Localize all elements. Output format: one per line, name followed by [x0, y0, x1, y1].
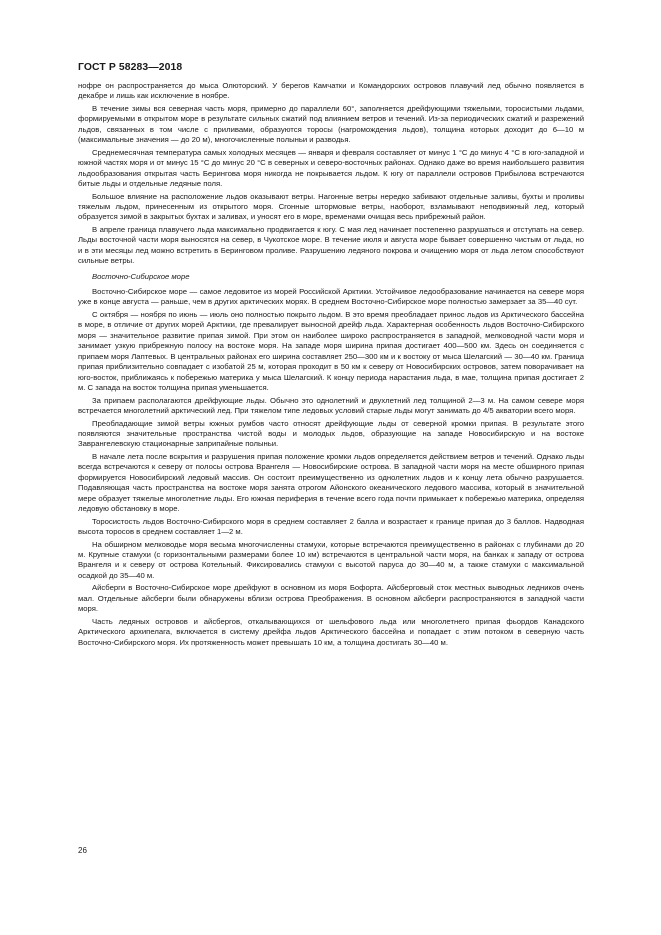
paragraph: Большое влияние на расположение льдов оказывают ветры. Нагонные ветры нередко забивают отдельные заливы, бухты и проливы тяжелым льдом, принесенным из открытого моря. Сгонные штормовые ветры, наоборот, взламывают неподвижный лед, который образуется зимой в закрытых бухтах и заливах, и уносят его в море, временами очищая весь прибрежный район. — [78, 191, 584, 222]
paragraph: В апреле граница плавучего льда максимально продвигается к югу. С мая лед начинает постепенно разрушаться и отступать на север. Льды восточной части моря выносятся на север, в Чукотское море. В течение июля и августа море бывает совершенно чистым от льда, но и в эти месяцы лед можно встретить в Беринговом проливе. Разрушению ледяного покрова и очищению моря от льда летом способствуют сильные ветры. — [78, 225, 584, 266]
paragraph: Среднемесячная температура самых холодных месяцев — января и февраля составляет от минус 1 °С до минус 4 °С в юго-западной и южной частях моря и от минус 15 °С до минус 20 °С в северных и северо-восточных районах. Однако даже во время наибольшего развития льдообразования открытая часть Берингова моря никогда не покрывается льдом. К югу от параллели островов Прибылова встречаются битые льды и отдельные ледяные поля. — [78, 147, 584, 189]
paragraph: Торосистость льдов Восточно-Сибирского моря в среднем составляет 2 балла и возрастает к границе припая до 3 баллов. Надводная высота торосов в среднем составляет 1—2 м. — [78, 516, 584, 536]
paragraph: В течение зимы вся северная часть моря, примерно до параллели 60°, заполняется дрейфующими тяжелыми, торосистыми льдами, формируемыми в открытом море в результате сильных сжатий под влиянием ветров и течений. Из-за периодических сжатий и разрежений льдов, связанных в том числе с приливами, образуются торосы (нагромождения льдов), толщина которых доходит до 6—10 м (максимальные значения — до 20 м), многочисленные полыньи и разводья. — [78, 104, 584, 145]
paragraph: Преобладающие зимой ветры южных румбов часто относят дрейфующие льды от северной кромки припая. В результате этого появляются значительные пространства чистой воды и молодых льдов, образующие на западе Новосибирскую и на востоке Заврангелевскую стационарные заприпайные полыньи. — [78, 418, 584, 449]
page-number: 26 — [78, 846, 87, 855]
section-subheading: Восточно-Сибирское море — [92, 271, 190, 281]
paragraph: Восточно-Сибирское море — самое ледовитое из морей Российской Арктики. Устойчивое ледообразование начинается на севере моря уже в конце августа — раньше, чем в других арктических морях. В среднем Восточно-Сибирское море полностью замерзает за 35—40 сут. — [78, 287, 584, 307]
paragraph: На обширном мелководье моря весьма многочисленны стамухи, которые встречаются преимущественно в районах с глубинами до 20 м. Крупные стамухи (с горизонтальными размерами более 10 км) встречаются в центральной части моря, на банках к западу от острова Врангеля и к северу от острова Котельный. Фиксировались стамухи с высотой паруса до 30—40 м, а также стамухи с максимальной осадкой до 35—40 м. — [78, 539, 584, 580]
document-body — [78, 81, 584, 650]
paragraph: В начале лета после вскрытия и разрушения припая положение кромки льдов определяется действием ветров и течений. Однако льды всегда встречаются к северу от полосы острова Врангеля — Новосибирские острова. В западной части моря на месте обширного припая формируется Новосибирский ледовый массив. Он состоит преимущественно из однолетних льдов и к концу лета обычно разрушается. Подавляющая часть пространства на востоке моря занята отрогом Айонского океанического ледового массива, который в значительной мере образует тяжелые многолетние льды. Его южная периферия в течение всего года почти примыкает к побережью материка, определяя ледовую обстановку в море. — [78, 451, 584, 513]
paragraph: Часть ледяных островов и айсбергов, откалывающихся от шельфового льда или многолетнего припая фьордов Канадского Арктического архипелага, включается в систему дрейфа льдов Арктического бассейна и попадает с этим потоком в северную часть Восточно-Сибирского моря. Их протяженность может превышать 10 км, а толщина достигать 30—40 м. — [78, 616, 584, 647]
paragraph: За припаем располагаются дрейфующие льды. Обычно это однолетний и двухлетний лед толщиной 2—3 м. На самом севере моря встречается многолетний арктический лед. При тяжелом типе ледовых условий старые льды могут занимать до 4/5 акватории всего моря. — [78, 395, 584, 415]
paragraph: С октября — ноября по июнь — июль оно полностью покрыто льдом. В это время преобладает принос льдов из Арктического бассейна в море, в отличие от других морей Арктики, где превалирует выносной дрейф льда. Характерная особенность льдов Восточно-Сибирского моря — значительное развитие припая зимой. При этом он наиболее широко распространяется в западной, мелководной части моря и занимает узкую прибрежную полосу на востоке моря. На западе моря ширина припая достигает 400—500 км. Здесь он соединяется с припаем моря Лаптевых. В центральных районах его ширина составляет 250—300 км и к востоку от мыса Шелагский — 30—40 км. Граница припая приблизительно совпадает с изобатой 25 м, которая проходит в 50 км к северу от Новосибирских островов, затем поворачивает на юго-восток, приближаясь к побережью материка у мыса Шелагский. К концу периода нарастания льда, в мае, толщина припая достигает 2 м. С запада на восток толщина припая уменьшается. — [78, 310, 584, 392]
paragraph: нофре он распространяется до мыса Олюторский. У берегов Камчатки и Командорских островов плавучий лед обычно появляется в декабре и лишь как исключение в ноябре. — [78, 81, 584, 101]
document-header: ГОСТ Р 58283—2018 — [78, 62, 183, 73]
paragraph: Айсберги в Восточно-Сибирское море дрейфуют в основном из моря Бофорта. Айсберговый сток местных выводных ледников очень мал. Отдельные айсберги были обнаружены вблизи острова Преображения. В основном айсберги распространяются в западной части моря. — [78, 583, 584, 614]
